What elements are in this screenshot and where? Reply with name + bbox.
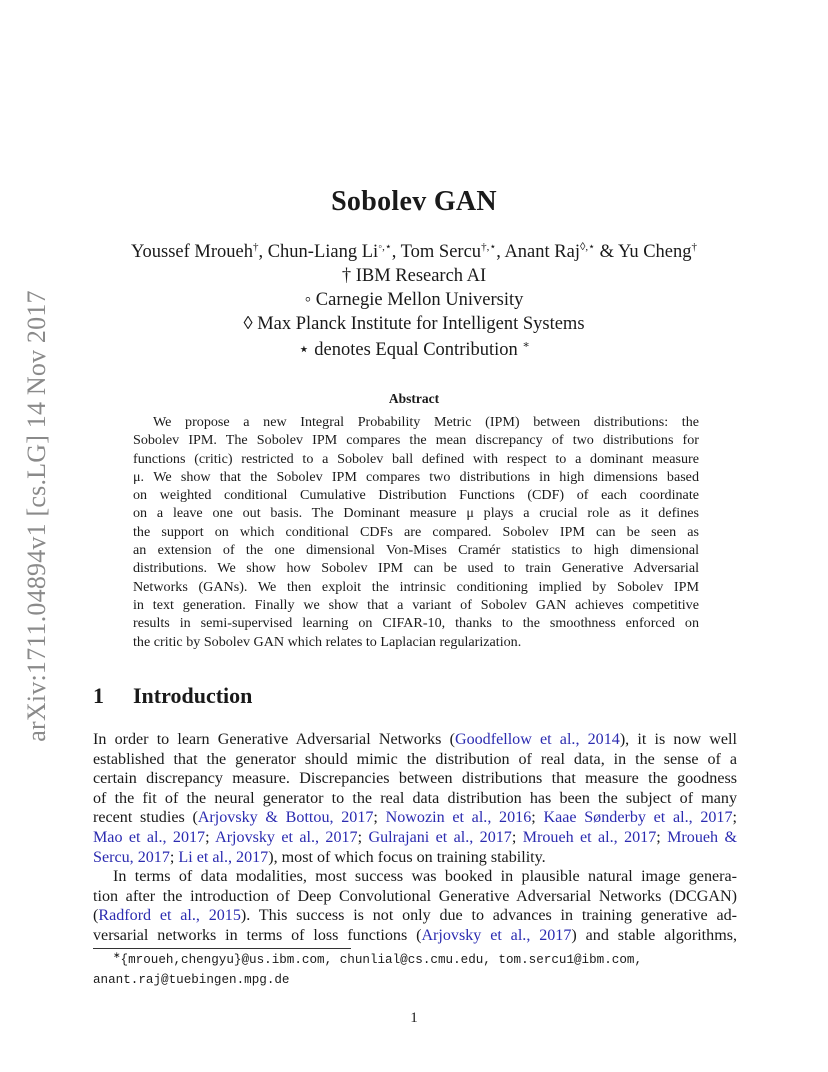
section-heading-introduction xyxy=(93,683,252,709)
author-affiliation-marks: ◦,⋆ xyxy=(378,241,392,253)
intro-line xyxy=(93,769,737,789)
affiliation-ibm: † IBM Research AI xyxy=(341,266,487,286)
intro-text: ; xyxy=(169,848,179,866)
intro-text: ) and stable algorithms, xyxy=(571,926,737,944)
author-name: Chun-Liang Li xyxy=(267,242,379,262)
intro-text: ; xyxy=(357,828,369,846)
intro-text: ; xyxy=(373,809,386,827)
author-affiliation-marks: † xyxy=(252,241,259,253)
intro-text: recent studies ( xyxy=(93,809,198,827)
intro-text: ), it is now well xyxy=(619,731,737,748)
intro-text: ), most of which focus on training stability. xyxy=(268,848,546,866)
author-name: Yu Cheng xyxy=(618,242,692,262)
author-affiliation-marks: ◊,⋆ xyxy=(579,241,596,253)
abstract-line: Sobolev IPM. The Sobolev IPM compares the mean discrepancy of two distributions for xyxy=(133,432,699,449)
abstract-line: the support on which conditional CDFs are compared. Sobolev IPM can be seen as xyxy=(133,523,699,540)
intro-line xyxy=(93,848,737,868)
intro-text: established that the generator should mimic the distribution of real data, in the sense of a xyxy=(93,750,737,768)
intro-text: ; xyxy=(732,809,738,827)
author-separator: , xyxy=(496,242,505,262)
citation-link[interactable]: Goodfellow et al., 2014 xyxy=(454,731,620,748)
citation-link[interactable]: Li et al., 2017 xyxy=(178,848,269,866)
equal-contribution-note xyxy=(0,339,828,361)
intro-line xyxy=(93,808,737,828)
abstract-line: functions (critic) restricted to a Sobolev ball defined with respect to a dominant measure xyxy=(133,450,699,467)
abstract-line: Networks (GANs). We then exploit the intrinsic conditioning implied by Sobolev IPM xyxy=(133,578,699,595)
intro-text: ( xyxy=(93,907,99,925)
intro-text: certain discrepancy measure. Discrepancies between distributions that measure the goodness xyxy=(93,770,737,788)
citation-link[interactable]: Sercu, 2017 xyxy=(93,848,170,866)
intro-line xyxy=(93,750,737,770)
intro-text: ; xyxy=(656,828,668,846)
intro-text: In order to learn Generative Adversarial Networks ( xyxy=(93,731,455,748)
introduction-body xyxy=(93,730,737,946)
abstract-line: the critic by Sobolev GAN which relates to Laplacian regularization. xyxy=(133,633,522,650)
citation-link[interactable]: Nowozin et al., 2016 xyxy=(385,809,532,827)
author-affiliation-marks: † xyxy=(691,241,698,253)
citation-link[interactable]: Mroueh et al., 2017 xyxy=(522,828,657,846)
abstract-line: on a leave one out basis. The Dominant measure μ plays a crucial role as it defines xyxy=(133,505,699,522)
intro-line xyxy=(93,828,737,848)
author-name: Anant Raj xyxy=(504,242,580,262)
abstract-line: in text generation. Finally we show that a variant of Sobolev GAN achieves competitive xyxy=(133,596,699,613)
author-separator: , xyxy=(391,242,401,262)
footnote-emails-line2: anant.raj@tuebingen.mpg.de xyxy=(93,972,290,987)
intro-text: In terms of data modalities, most success was booked in plausible natural image genera- xyxy=(113,868,737,886)
citation-link[interactable]: Arjovsky et al., 2017 xyxy=(215,828,358,846)
intro-text: ). This success is not only due to advances in training generative ad- xyxy=(240,907,737,925)
abstract-heading: Abstract xyxy=(388,391,440,406)
abstract-line: an extension of the one dimensional Von-Mises Cramér statistics to high dimensional xyxy=(133,542,699,559)
citation-link[interactable]: Gulrajani et al., 2017 xyxy=(368,828,512,846)
author-name: Tom Sercu xyxy=(400,242,482,262)
author-separator: , xyxy=(258,242,268,262)
footnote-emails-line1: {mroueh,chengyu}@us.ibm.com, chunlial@cs.cmu.edu, tom.sercu1@ibm.com, xyxy=(120,953,643,967)
abstract-line: μ. We show that the Sobolev IPM compares two distributions in high dimensions based xyxy=(133,468,699,485)
abstract-line: results in semi-supervised learning on CIFAR-10, thanks to the smoothness enforced on xyxy=(133,615,699,632)
citation-link[interactable]: Kaae Sønderby et al., 2017 xyxy=(543,809,733,827)
abstract-line: We propose a new Integral Probability Metric (IPM) between distributions: the xyxy=(153,414,699,430)
intro-text: versarial networks in terms of loss functions ( xyxy=(93,926,422,944)
section-title: Introduction xyxy=(133,683,253,708)
citation-link[interactable]: Mroueh & xyxy=(667,828,737,846)
abstract-line: on weighted conditional Cumulative Distribution Functions (CDF) of each coordinate xyxy=(133,487,699,504)
intro-text: ; xyxy=(511,828,523,846)
abstract-body xyxy=(133,413,699,651)
author-affiliation-marks: †,⋆ xyxy=(481,241,497,253)
arxiv-side-stamp: arXiv:1711.04894v1 [cs.LG] 14 Nov 2017 xyxy=(22,290,51,742)
intro-text: tion after the introduction of Deep Convolutional Generative Adversarial Networks (DCGAN) xyxy=(93,887,737,905)
intro-line xyxy=(93,730,737,750)
affiliation-max-planck: ◊ Max Planck Institute for Intelligent Systems xyxy=(243,314,585,334)
author-list xyxy=(0,242,828,263)
footnote-mark[interactable]: ∗ xyxy=(522,339,530,351)
intro-line xyxy=(93,926,737,946)
author-separator: & xyxy=(595,242,619,262)
citation-link[interactable]: Mao et al., 2017 xyxy=(93,828,206,846)
affiliation-cmu: ◦ Carnegie Mellon University xyxy=(304,290,524,310)
citation-link[interactable]: Radford et al., 2015 xyxy=(98,907,241,925)
intro-text: of the fit of the neural generator to the real data distribution has been the subject of many xyxy=(93,789,737,807)
equal-contribution-text: ⋆ denotes Equal Contribution xyxy=(298,340,518,360)
intro-text: ; xyxy=(531,809,544,827)
intro-line xyxy=(93,867,737,887)
footnote-mark: ∗ xyxy=(113,950,121,960)
citation-link[interactable]: Arjovsky et al., 2017 xyxy=(421,926,572,944)
author-name: Youssef Mroueh xyxy=(130,242,253,262)
intro-line xyxy=(93,906,737,926)
footnote-divider xyxy=(93,948,351,949)
abstract-line: distributions. We show how Sobolev IPM can be used to train Generative Adversarial xyxy=(133,560,699,577)
intro-line xyxy=(93,887,737,907)
intro-text: ; xyxy=(205,828,216,846)
citation-link[interactable]: Arjovsky & Bottou, 2017 xyxy=(197,809,374,827)
footnote xyxy=(93,951,743,990)
paper-title: Sobolev GAN xyxy=(331,186,497,217)
intro-line xyxy=(93,789,737,809)
page-number: 1 xyxy=(410,1010,418,1026)
section-number: 1 xyxy=(93,683,104,708)
